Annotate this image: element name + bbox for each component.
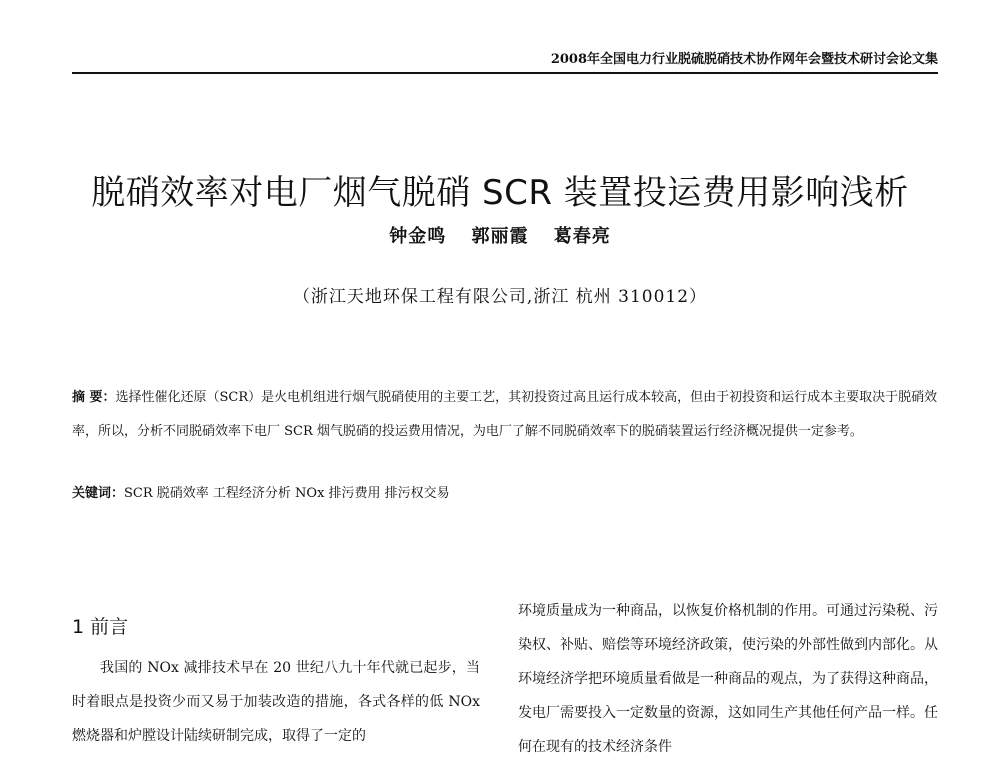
keywords-label: 关键词： xyxy=(72,486,125,501)
abstract xyxy=(72,381,938,449)
journal-header: 2008年全国电力行业脱硫脱硝技术协作网年会暨技术研讨会论文集 xyxy=(550,52,938,67)
section-heading: 1 前言 xyxy=(72,616,129,638)
right-column xyxy=(518,594,938,764)
body-paragraph-right: 环境质量成为一种商品，以恢复价格机制的作用。可通过污染税、污染权、补贴、赔偿等环境经济政策，使污染的外部性做到内部化。从环境经济学把环境质量看做是一种商品的观点，为了获得这种商品，发电厂需要投入一定数量的资源，这如同生产其他任何产品一样。任何在现有的技术经济条件 xyxy=(518,603,938,755)
keywords-text: SCR 脱硝效率 工程经济分析 NOx 排污费用 排污权交易 xyxy=(124,486,450,501)
abstract-label: 摘 要： xyxy=(72,390,116,405)
abstract-text: 选择性催化还原（SCR）是火电机组进行烟气脱硝使用的主要工艺，其初投资过高且运行成本较高，但由于初投资和运行成本主要取决于脱硝效率，所以，分析不同脱硝效率下电厂 SCR 烟气脱硝的投运费用情况，为电厂了解不同脱硝效率下的脱硝装置运行经济概况提供一定参考。 xyxy=(72,390,938,439)
affiliation: （浙江天地环保工程有限公司,浙江 杭州 310012） xyxy=(292,287,708,307)
keywords xyxy=(72,483,938,505)
header-rule xyxy=(72,72,938,74)
body-paragraph-left: 我国的 NOx 减排技术早在 20 世纪八九十年代就已起步，当时着眼点是投资少而又易于加装改造的措施，各式各样的低 NOx 燃烧器和炉膛设计陆续研制完成，取得了一定的 xyxy=(72,660,480,744)
left-column xyxy=(72,612,480,753)
authors: 钟金鸣 郭丽霞 葛春亮 xyxy=(389,226,611,247)
paper-title: 脱硝效率对电厂烟气脱硝 SCR 装置投运费用影响浅析 xyxy=(91,172,909,213)
